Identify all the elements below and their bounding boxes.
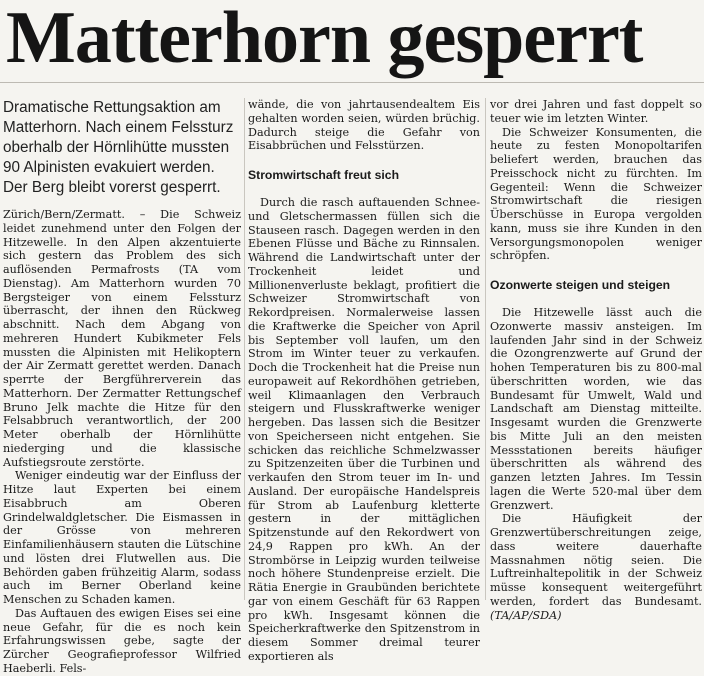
agency-credit: (TA/AP/SDA) — [490, 608, 562, 622]
column-1 — [3, 98, 241, 675]
body-paragraph: Die Schweizer Konsumenten, die heute zu festen Monopoltarifen beliefert werden, brauchen das Preisschock nicht zu fürchten. Im Gegenteil: Wenn die Schweizer Stromwirtschaft die riesigen Überschüsse in Europa vergolden kann, muss sie ihre Kunden in den Versorgungsmonopolen weniger schröpfen. — [490, 125, 702, 263]
body-paragraph: Die Hitzewelle lässt auch die Ozonwerte massiv ansteigen. Im laufenden Jahr sind in der Schweiz die Ozongrenzwerte auf Grund der hohen Temperaturen bis zu 800-mal überschritten worden, wie das Bundesamt für Umwelt, Wald und Landschaft am Dienstag mitteilte. Insgesamt wurden die Grenzwerte bis Mitte Juli an den meisten Messstationen bereits häufiger überschritten als während des ganzen letzten Jahres. Im Tessin lagen die Werte 520-mal über dem Grenzwert. — [490, 306, 702, 512]
body-paragraph — [490, 512, 702, 622]
body-paragraph: Zürich/Bern/Zermatt. – Die Schweiz leidet zunehmend unter den Folgen der Hitzewelle. In den Alpen akzentuierte sich gestern das Problem des sich auflösenden Permafrosts (TA vom Dienstag). Am Matterhorn wurden 70 Bergsteiger von einem Felssturz überrascht, der ihnen den Rückweg abschnitt. Nach dem Abgang von mehreren Hundert Kubikmeter Fels mussten die Alpinisten mit Helikoptern der Air Zermatt gerettet werden. Danach sperrte der Bergführerverein das Matterhorn. Der Zermatter Rettungschef Bruno Jelk machte die Hitze für den Felsabbruch verantwortlich, der 200 Meter oberhalb der Hörnlihütte niederging und die klassische Aufstiegsroute zerstörte. — [3, 208, 241, 469]
column-2 — [248, 98, 480, 663]
body-paragraph: Das Auftauen des ewigen Eises sei eine neue Gefahr, für die es noch kein Erfahrungswissen gebe, sagte der Zürcher Geografieprofessor Wilfried Haeberli. Fels- — [3, 606, 241, 675]
column-3 — [490, 98, 702, 622]
lead-paragraph: Dramatische Rettungsaktion am Matterhorn. Nach einem Felssturz oberhalb der Hörnlihütte mussten 90 Alpinisten evakuiert werden. Der Berg bleibt vorerst gesperrt. — [3, 99, 234, 196]
body-paragraph: wände, die von jahrtausendealtem Eis gehalten worden seien, würden brüchig. Dadurch steige die Gefahr von Eisabbrüchen und Felsstürzen. — [248, 98, 480, 153]
body-text: Die Häufigkeit der Grenzwertüberschreitungen zeige, dass weitere dauerhafte Massnahmen nötig seien. Die Luftreinhaltepolitik in der Schweiz müsse konsequent weitergeführt werden, fordert das Bundesamt. — [490, 512, 702, 608]
headline: Matterhorn gesperrt — [6, 0, 643, 79]
column-divider — [244, 98, 245, 600]
headline-rule — [0, 82, 704, 83]
body-paragraph: Durch die rasch auftauenden Schnee- und Gletschermassen füllen sich die Stauseen rasch. Dagegen werden in den Ebenen Flüsse und Bäche zu Rinnsalen. Während die Landwirtschaft unter der Trockenheit leidet und Millionenverluste beklagt, profitiert die Schweizer Stromwirtschaft von Rekordpreisen. Normalerweise lassen die Kraftwerke die Speicher von April bis September voll laufen, um den Strom im Winter teuer zu verkaufen. Doch die Trockenheit hat die Preise nun europaweit auf Rekordhöhen getrieben, weil Klimaanlagen den Verbrauch steigern und Flusskraftwerke weniger hergeben. Das lassen sich die Besitzer von Speicherseen nicht entgehen. Sie schicken das reichliche Schmelzwasser zu Spitzenzeiten über die Turbinen und verkaufen den Strom teuer im In- und Ausland. Der europäische Handelspreis für Strom ab Laufenburg kletterte gestern in der mittäglichen Spitzenstunde auf den Rekordwert von 24,9 Rappen pro kWh. An der Strombörse in Leipzig wurden teilweise noch höhere Stundenpreise erzielt. Die Rätia Energie in Graubünden berichtete gar von einem Geschäft für 63 Rappen pro kWh. Insgesamt können die Speicherkraftwerke den Spitzenstrom in diesem Sommer dreimal teurer exportieren als — [248, 196, 480, 663]
body-paragraph: Weniger eindeutig war der Einfluss der Hitze laut Experten bei einem Eisabbruch am Oberen Grindelwaldgletscher. Die Eismassen in der Grösse von mehreren Einfamilienhäusern stauten die Lütschine und lösten drei Flutwellen aus. Die Behörden gaben frühzeitig Alarm, sodass auch im Berner Oberland keine Menschen zu Schaden kamen. — [3, 469, 241, 606]
column-divider — [485, 98, 486, 600]
subheading: Stromwirtschaft freut sich — [248, 168, 400, 182]
body-paragraph: vor drei Jahren und fast doppelt so teuer wie im letzten Winter. — [490, 98, 702, 125]
subheading: Ozonwerte steigen und steigen — [490, 278, 671, 292]
